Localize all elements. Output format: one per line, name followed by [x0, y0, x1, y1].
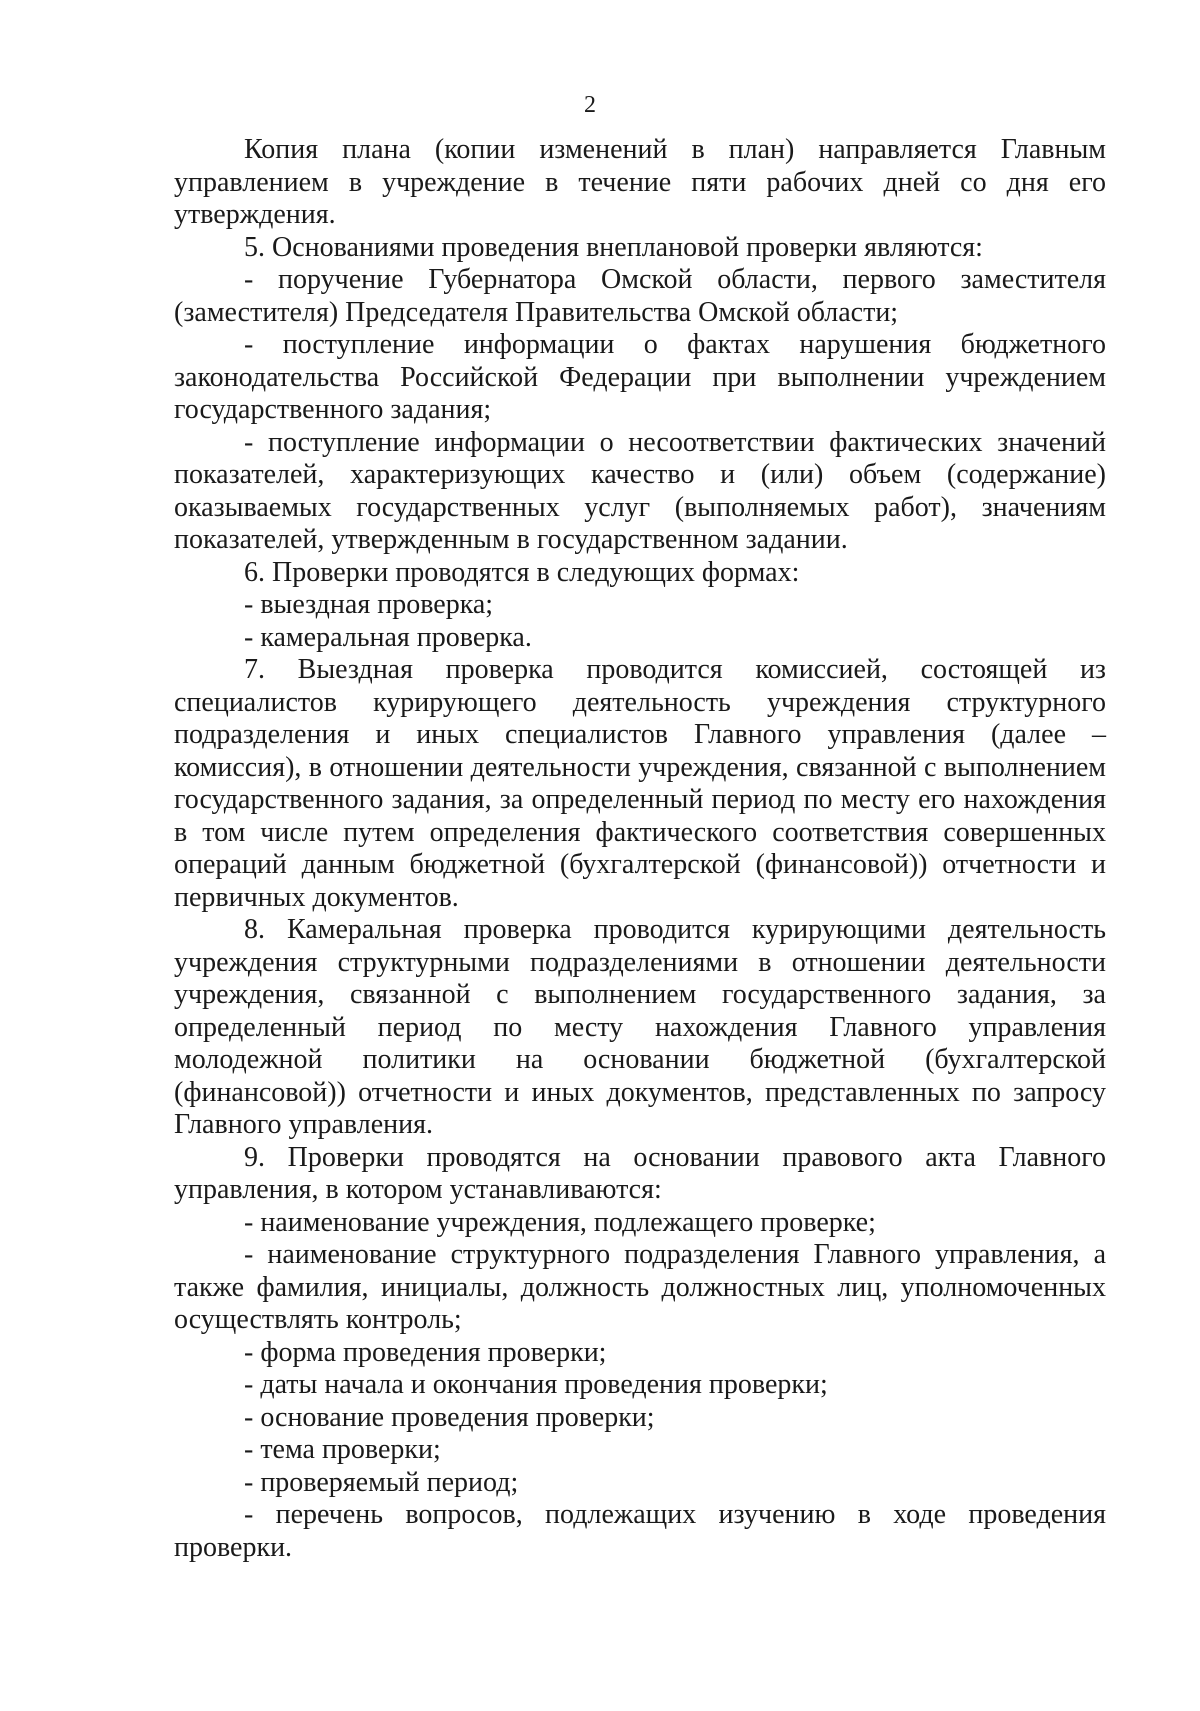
list-item: - наименование структурного подразделения Главного управления, а также фамилия, инициалы, должность должностных лиц, уполномоченных осуществлять контроль; — [174, 1239, 1106, 1335]
list-item: - перечень вопросов, подлежащих изучению в ходе проведения проверки. — [174, 1499, 1106, 1563]
document-body — [174, 134, 1106, 1564]
list-item: - наименование учреждения, подлежащего проверке; — [244, 1206, 876, 1238]
paragraph-7: 7. Выездная проверка проводится комиссией, состоящей из специалистов курирующего деятельность учреждения структурного подразделения и иных специалистов Главного управления (далее – комиссия), в отношении деятельности учреждения, связанной с выполнением государственного задания, за определенный период по месту его нахождения в том числе путем определения фактического соответствия совершенных операций данным бюджетной (бухгалтерской (финансовой)) отчетности и первичных документов. — [174, 654, 1106, 913]
list-item: - поступление информации о несоответствии фактических значений показателей, характеризующих качество и (или) объем (содержание) оказываемых государственных услуг (выполняемых работ), значениям показателей, утвержденным в государственном задании. — [174, 426, 1106, 555]
list-item: - основание проведения проверки; — [244, 1401, 655, 1433]
list-item: - проверяемый период; — [244, 1466, 519, 1498]
list-item: - поручение Губернатора Омской области, первого заместителя (заместителя) Председателя Правительства Омской области; — [174, 264, 1106, 328]
page-number: 2 — [584, 92, 596, 118]
list-item: - камеральная проверка. — [244, 621, 532, 653]
list-item: - форма проведения проверки; — [244, 1336, 607, 1368]
paragraph-plan-copy: Копия плана (копии изменений в план) направляется Главным управлением в учреждение в течение пяти рабочих дней со дня его утверждения. — [174, 134, 1106, 230]
list-item: - поступление информации о фактах нарушения бюджетного законодательства Российской Федерации при выполнении учреждением государственного задания; — [174, 329, 1106, 425]
paragraph-8: 8. Камеральная проверка проводится курирующими деятельность учреждения структурными подразделениями в отношении деятельности учреждения, связанной с выполнением государственного задания, за определенный период по месту нахождения Главного управления молодежной политики на основании бюджетной (бухгалтерской (финансовой)) отчетности и иных документов, представленных по запросу Главного управления. — [174, 914, 1106, 1140]
list-item: - выездная проверка; — [244, 589, 494, 620]
paragraph-6-heading: 6. Проверки проводятся в следующих формах: — [244, 556, 800, 588]
list-item: - даты начала и окончания проведения проверки; — [244, 1369, 828, 1400]
paragraph-9-heading: 9. Проверки проводятся на основании правового акта Главного управления, в котором устанавливаются: — [174, 1141, 1106, 1205]
paragraph-5-heading: 5. Основаниями проведения внеплановой проверки являются: — [244, 231, 983, 263]
list-item: - тема проверки; — [244, 1434, 441, 1465]
